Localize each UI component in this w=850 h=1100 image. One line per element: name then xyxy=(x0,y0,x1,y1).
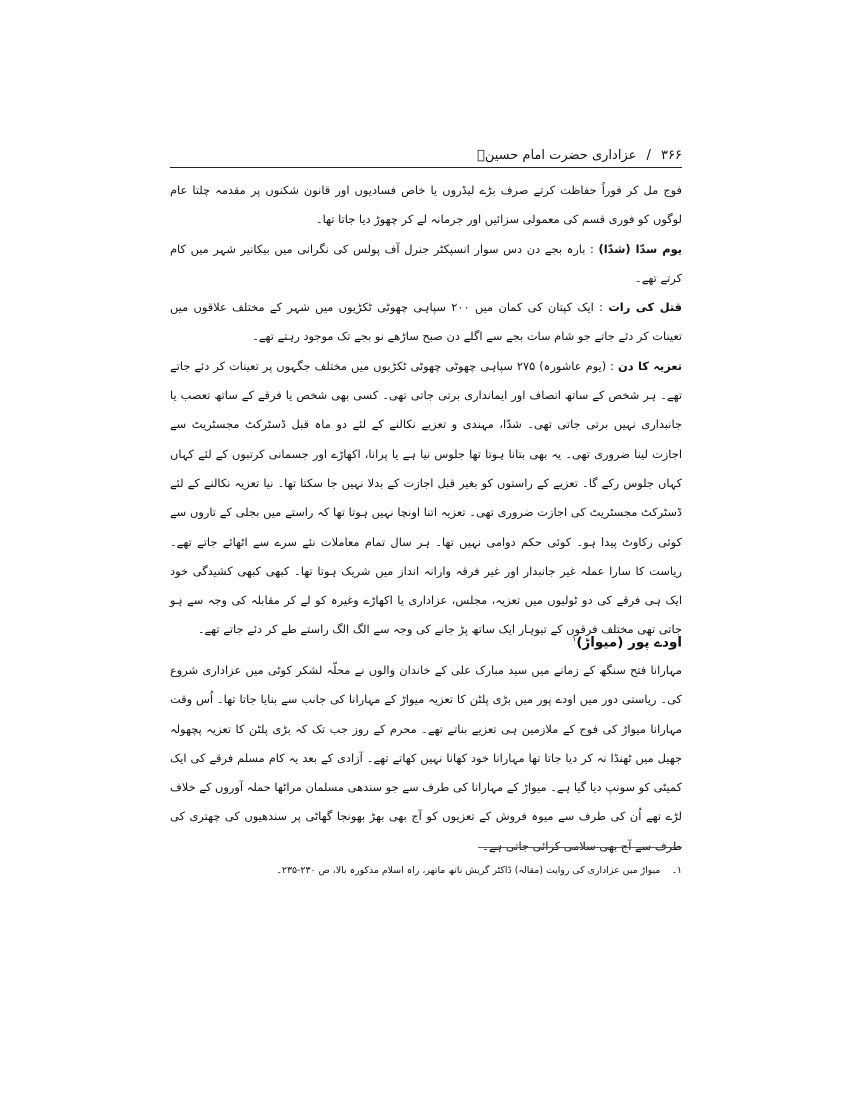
paragraph-lead: تعزیہ کا دن xyxy=(618,358,682,373)
footnote-rule xyxy=(478,847,682,848)
paragraph xyxy=(170,293,682,352)
running-header xyxy=(170,145,682,167)
footnote-number: ۱۔ xyxy=(671,865,682,876)
page-number: ۳۶۶ xyxy=(661,148,682,163)
section-heading xyxy=(170,626,682,656)
paragraph-text: مہارانا فتح سنگھ کے زمانے میں سید مبارک علی کے خاندان والوں نے محلّہ لشکر کوٹی میں عزاداری شروع کی۔ ریاستی دور میں اودے پور میں بڑی پلٹن کا تعزیہ میواڑ کے مہارانا کی جانب سے بنایا جاتا تھا۔ اُس وقت مہارانا میواڑ کی فوج کے ملازمین ہی تعزیے بناتے تھے۔ محرم کے روز جب تک کہ بڑی پلٹن کا تعزیہ پچھولہ جھیل میں ٹھنڈا نہ کر دیا جاتا تھا مہارانا خود کھانا نہیں کھاتے تھے۔ آزادی کے بعد یہ کام مسلم فرقے کی ایک کمیٹی کو سونپ دیا گیا ہے۔ میواڑ کے مہارانا کی طرف سے جو سندھی مسلمان مراٹھا حملہ آوروں کے خلاف لڑے تھے اُن کی طرف سے میوہ فروش کے تعزیوں کو آج بھی بھڑ بھونجا گھاٹی پر سندھیوں کی چھتری کی طرف سے آج بھی سلامی کرائی جاتی ہے۔ xyxy=(170,663,682,853)
paragraph-text: : (یوم عاشورہ) ۲۷۵ سپاہی چھوٹی چھوٹی ٹکڑیوں میں مختلف جگہوں پر تعینات کر دئے جاتے تھے۔ ہر شخص کے ساتھ انصاف اور ایمانداری برتی جاتی تھی۔ کسی بھی شخص یا فرقے کے ساتھ تعصب یا جانبداری نہیں برتی جاتی تھی۔ شدّا، مہندی و تعزیے نکالنے کے لئے دو ماہ قبل ڈسٹرکٹ مجسٹریٹ سے اجازت لینا ضروری تھی۔ یہ بھی بتانا ہوتا تھا جلوس نیا ہے یا پرانا، اکھاڑے اور جسمانی کرتبوں کے لئے کہاں کہاں جلوس رکے گا۔ تعزیے کے راستوں کو بغیر قبل اجازت کے بدلا نہیں جا سکتا تھا۔ نیا تعزیہ نکالنے کے لئے ڈسٹرکٹ مجسٹریٹ کی اجازت ضروری تھی۔ تعزیہ اتنا اونچا نہیں ہوتا تھا کہ راستے میں بجلی کے تاروں سے کوئی رکاوٹ پیدا ہو۔ کوئی حکم دوامی نہیں تھا۔ ہر سال تمام معاملات نئے سرے سے اٹھائے جاتے تھے۔ ریاست کا سارا عملہ غیر جانبدار اور غیر فرقہ وارانہ انداز میں شریک ہوتا تھا۔ کبھی کبھی کشیدگی خود ایک ہی فرقے کی دو ٹولیوں میں تعزیہ، مجلس، عزاداری یا اکھاڑے وغیرہ کو لے کر مقابلہ کی وجہ سے ہو جاتی تھی مختلف فرقوں کے تیوہار ایک ساتھ پڑ جانے کی وجہ سے الگ الگ راستے طے کر دئے جاتے تھے۔ xyxy=(170,358,682,637)
section-udaipur xyxy=(170,656,682,861)
paragraph-text: : ایک کپتان کی کمان میں ۲۰۰ سپاہی چھوٹی ٹکڑیوں میں شہر کے مختلف علاقوں میں تعینات کر دئے جاتے جو شام سات بجے سے اگلے دن صبح ساڑھے نو بجے تک موجود رہتے تھے۔ xyxy=(170,300,682,344)
footnote xyxy=(170,862,682,880)
paragraph xyxy=(170,656,682,861)
section-bikaner-arrangements xyxy=(170,176,682,645)
paragraph-lead: قتل کی رات xyxy=(608,300,683,315)
paragraph xyxy=(170,176,682,235)
paragraph xyxy=(170,235,682,294)
paragraph-text: : بارہ بجے دن دس سوار انسپکٹر جنرل آف پولس کی نگرانی میں بیکانیر شہر میں کام کرتے تھے۔ xyxy=(170,241,682,285)
header-separator: / xyxy=(646,148,651,163)
paragraph-text: فوج مل کر فوراً حفاظت کرتے صرف بڑے لیڈروں یا خاص فسادیوں اور قانون شکنوں پر مقدمہ چلتا عام لوگوں کو فوری قسم کی معمولی سزائیں اور جرمانہ لے کر چھوڑ دیا جاتا تھا۔ xyxy=(170,183,682,227)
footnote-reference[interactable]: ۱ xyxy=(572,634,577,643)
running-title: عزاداری حضرت امام حسینؑ xyxy=(477,148,637,163)
header-rule xyxy=(170,167,682,168)
paragraph xyxy=(170,352,682,645)
paragraph-lead: یوم سدّا (شدّا) xyxy=(598,241,682,256)
section-heading-text: اودے پور (میواڑ) xyxy=(576,634,682,651)
footnote-text: میواڑ میں عزاداری کی روایت (مقالہ) ڈاکٹر گریش ناتھ ماتھر، راہ اسلام مذکورہ بالا، ص ۲۳۰-۲۳۵۔ xyxy=(276,865,661,876)
